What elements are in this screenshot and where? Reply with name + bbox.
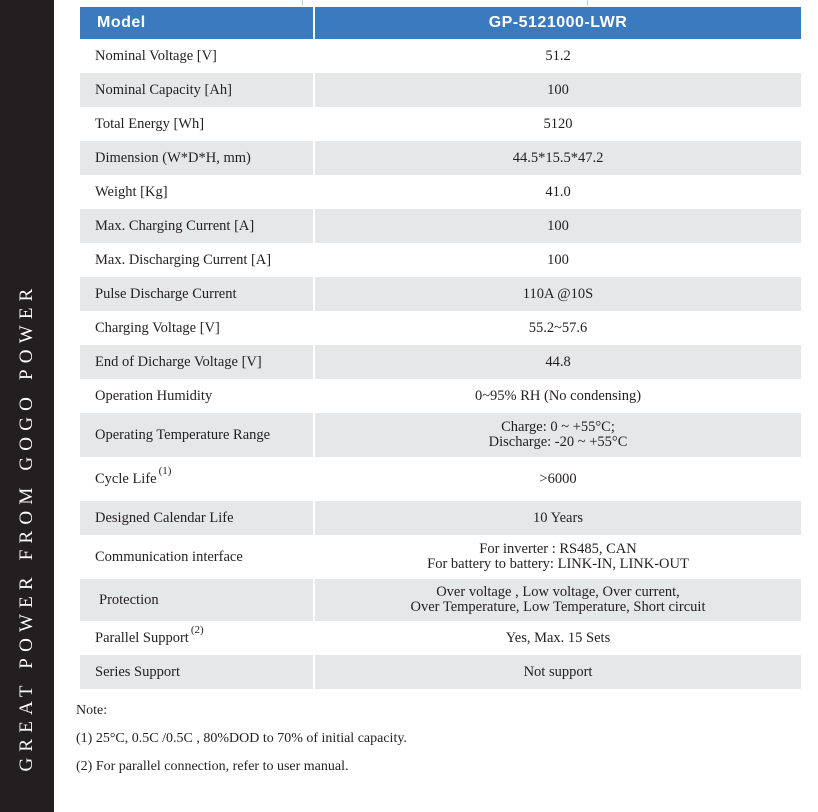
header-model-value: GP-5121000-LWR [314, 7, 801, 39]
notes-title: Note: [76, 703, 108, 718]
table-row [80, 457, 801, 501]
header-label: Model [80, 7, 314, 39]
row-label: Operation Humidity [80, 379, 314, 413]
table-row [80, 535, 801, 579]
row-value: 100 [547, 251, 569, 268]
row-value: 5120 [543, 115, 573, 132]
table-row [80, 345, 801, 379]
table-row [80, 243, 801, 277]
row-label [80, 621, 314, 655]
row-label-text: Cycle Life [95, 470, 157, 487]
row-label-text: Parallel Support [95, 629, 189, 646]
row-label: Nominal Voltage [V] [80, 39, 314, 73]
value-line: For inverter : RS485, CAN [479, 541, 637, 557]
row-label: Operating Temperature Range [80, 413, 314, 457]
note-item: (1) 25°C, 0.5C /0.5C , 80%DOD to 70% of initial capacity. [76, 731, 407, 746]
table-header-row [80, 7, 801, 39]
row-value: Not support [314, 655, 801, 689]
note-item: (2) For parallel connection, refer to user manual. [76, 759, 349, 774]
table-row [80, 107, 801, 141]
table-row [80, 209, 801, 243]
table-row [80, 73, 801, 107]
row-value: Yes, Max. 15 Sets [505, 629, 611, 646]
row-value: 44.8 [314, 345, 801, 379]
row-value [314, 413, 801, 457]
row-value: 10 Years [314, 501, 801, 535]
row-value: 41.0 [545, 183, 571, 200]
row-label: Total Energy [Wh] [80, 107, 314, 141]
row-label: Charging Voltage [V] [80, 311, 314, 345]
row-label: Weight [Kg] [80, 175, 314, 209]
table-row [80, 175, 801, 209]
row-value: 44.5*15.5*47.2 [314, 141, 801, 175]
row-label: End of Dicharge Voltage [V] [80, 345, 314, 379]
row-value: 0~95% RH (No condensing) [474, 387, 642, 404]
value-line: Over voltage , Low voltage, Over current, [436, 584, 680, 600]
row-label: Pulse Discharge Current [80, 277, 314, 311]
row-value: >6000 [539, 470, 577, 487]
table-row [80, 277, 801, 311]
row-label: Protection [80, 579, 314, 621]
value-line: For battery to battery: LINK-IN, LINK-OUT [427, 556, 689, 572]
side-banner [0, 0, 54, 812]
value-line: Charge: 0 ~ +55°C; [501, 419, 615, 435]
side-banner-text: GREAT POWER FROM GOGO POWER [16, 282, 37, 772]
row-label: Max. Discharging Current [A] [80, 243, 314, 277]
table-row [80, 655, 801, 689]
table-row [80, 379, 801, 413]
table-row [80, 39, 801, 73]
row-value: 51.2 [545, 47, 571, 64]
row-label: Series Support [80, 655, 314, 689]
table-row [80, 311, 801, 345]
row-label [80, 457, 314, 501]
table-row [80, 141, 801, 175]
table-row [80, 579, 801, 621]
row-label: Nominal Capacity [Ah] [80, 73, 314, 107]
top-divider-right [587, 0, 588, 6]
value-line: Discharge: -20 ~ +55°C [488, 434, 628, 450]
row-value: 110A @10S [314, 277, 801, 311]
row-value: 100 [314, 209, 801, 243]
footnote-ref: (2) [190, 623, 204, 636]
row-label: Designed Calendar Life [80, 501, 314, 535]
footnote-ref: (1) [158, 464, 172, 477]
spec-table [80, 7, 801, 689]
table-row [80, 501, 801, 535]
row-label: Dimension (W*D*H, mm) [80, 141, 314, 175]
top-divider-left [302, 0, 303, 6]
table-row [80, 621, 801, 655]
table-row [80, 413, 801, 457]
row-value: 55.2~57.6 [528, 319, 588, 336]
row-label: Max. Charging Current [A] [80, 209, 314, 243]
row-value [314, 535, 801, 579]
row-value: 100 [314, 73, 801, 107]
row-value [314, 579, 801, 621]
notes-section [76, 697, 407, 781]
row-label: Communication interface [80, 535, 314, 579]
value-line: Over Temperature, Low Temperature, Short circuit [410, 599, 706, 615]
